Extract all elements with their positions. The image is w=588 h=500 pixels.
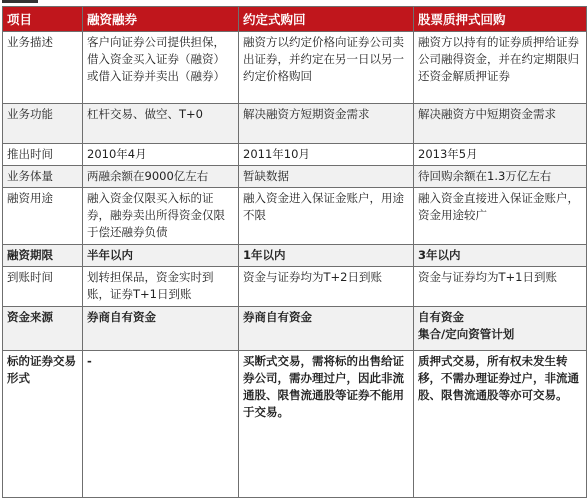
row-label: 业务功能 xyxy=(3,104,83,144)
table-cell: 暂缺数据 xyxy=(239,166,414,188)
row-label: 融资用途 xyxy=(3,188,83,245)
table-cell: 待回购余额在1.3万亿左右 xyxy=(414,166,587,188)
table-cell: 2011年10月 xyxy=(239,144,414,166)
table-cell: 客户向证券公司提供担保，借入资金买入证券（融资）或借入证券并卖出（融券） xyxy=(83,32,239,104)
row-label: 业务体量 xyxy=(3,166,83,188)
table-row xyxy=(3,245,587,267)
row-label: 融资期限 xyxy=(3,245,83,267)
table-row xyxy=(3,32,587,104)
table-cell: 杠杆交易、做空、T+0 xyxy=(83,104,239,144)
table-cell: 3年以内 xyxy=(414,245,587,267)
table-row xyxy=(3,144,587,166)
table-row xyxy=(3,267,587,307)
header-agreed-repurchase: 约定式购回 xyxy=(239,7,414,32)
table-cell: 质押式交易，所有权未发生转移，不需办理证券过户，非流通股、限售流通股等亦可交易。 xyxy=(414,351,587,498)
table-cell: 半年以内 xyxy=(83,245,239,267)
table-cell: 融资方以约定价格向证券公司卖出证券，并约定在另一日以另一约定价格购回 xyxy=(239,32,414,104)
comparison-table xyxy=(2,6,587,498)
table-cell: 券商自有资金 xyxy=(83,307,239,351)
table-row xyxy=(3,166,587,188)
table-cell: - xyxy=(83,351,239,498)
header-stock-pledge-repo: 股票质押式回购 xyxy=(414,7,587,32)
header-row xyxy=(3,7,587,32)
table-row xyxy=(3,104,587,144)
table-cell: 2010年4月 xyxy=(83,144,239,166)
table-cell: 解决融资方短期资金需求 xyxy=(239,104,414,144)
row-label: 推出时间 xyxy=(3,144,83,166)
row-label: 标的证券交易形式 xyxy=(3,351,83,498)
table-cell: 券商自有资金 xyxy=(239,307,414,351)
table-cell: 融入资金进入保证金账户，用途不限 xyxy=(239,188,414,245)
row-label: 资金来源 xyxy=(3,307,83,351)
row-label: 到账时间 xyxy=(3,267,83,307)
table-cell: 划转担保品，资金实时到账，证券T+1日到账 xyxy=(83,267,239,307)
table-row xyxy=(3,307,587,351)
table-row xyxy=(3,351,587,498)
table-cell: 解决融资方中短期资金需求 xyxy=(414,104,587,144)
table-cell: 资金与证券均为T+2日到账 xyxy=(239,267,414,307)
table-cell: 两融余额在9000亿左右 xyxy=(83,166,239,188)
header-margin-trading: 融资融券 xyxy=(83,7,239,32)
header-item: 项目 xyxy=(3,7,83,32)
table-cell: 1年以内 xyxy=(239,245,414,267)
table-cell: 融入资金仅限买入标的证券，融券卖出所得资金仅限于偿还融券负债 xyxy=(83,188,239,245)
table-cell: 资金与证券均为T+1日到账 xyxy=(414,267,587,307)
table-cell: 买断式交易，需将标的出售给证券公司，需办理过户，因此非流通股、限售流通股等证券不能用于交易。 xyxy=(239,351,414,498)
row-label: 业务描述 xyxy=(3,32,83,104)
table-cell: 融资方以持有的证券质押给证券公司融得资金，并在约定期限归还资金解质押证券 xyxy=(414,32,587,104)
table-row xyxy=(3,188,587,245)
table-cell: 融入资金直接进入保证金账户，资金用途较广 xyxy=(414,188,587,245)
table-cell: 自有资金 集合/定向资管计划 xyxy=(414,307,587,351)
table-cell: 2013年5月 xyxy=(414,144,587,166)
